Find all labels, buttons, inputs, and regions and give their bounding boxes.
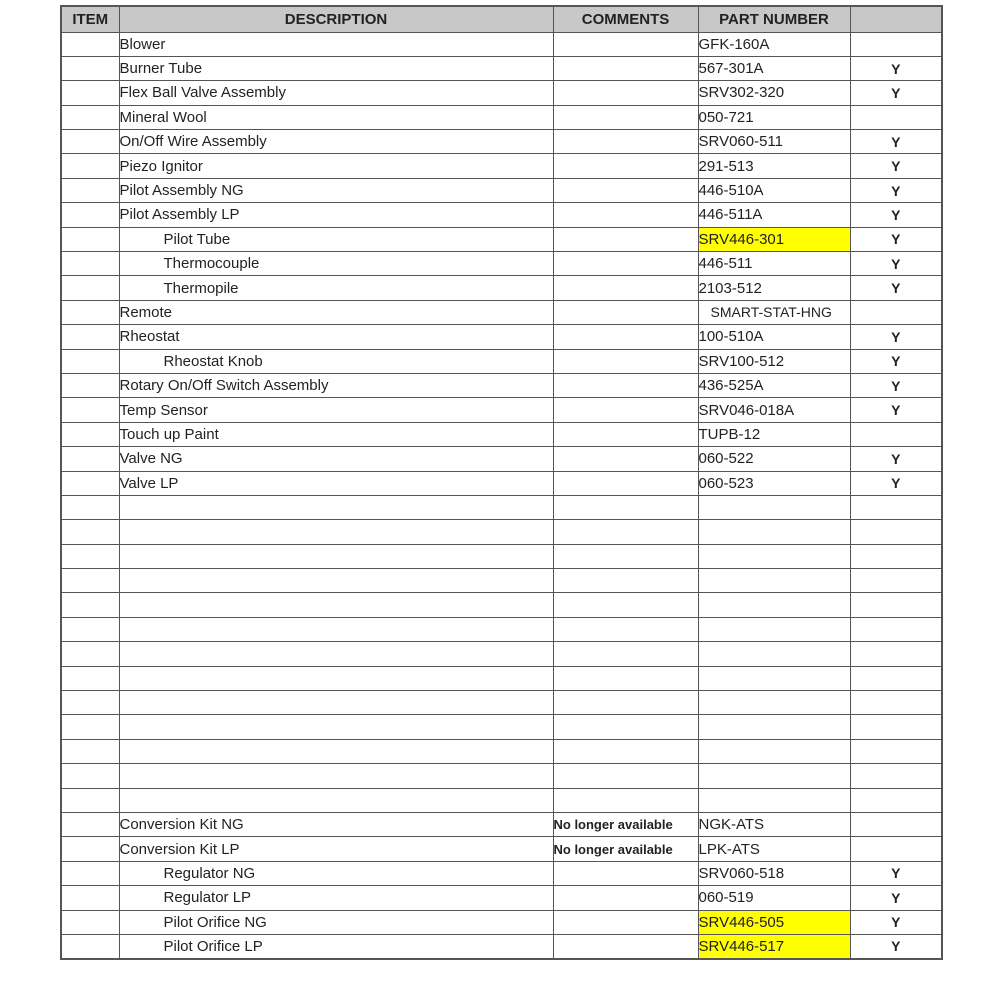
item-cell <box>61 788 119 812</box>
flag-cell <box>850 300 942 324</box>
item-cell <box>61 642 119 666</box>
flag-cell <box>850 788 942 812</box>
description-cell: Blower <box>119 32 553 56</box>
flag-cell <box>850 617 942 641</box>
comment-cell <box>553 105 698 129</box>
item-cell <box>61 56 119 80</box>
description-cell <box>119 495 553 519</box>
part-number-cell <box>698 666 850 690</box>
flag-cell: Y <box>850 227 942 251</box>
flag-cell <box>850 422 942 446</box>
part-number-cell: TUPB-12 <box>698 422 850 446</box>
item-cell <box>61 739 119 763</box>
table-row <box>61 154 942 178</box>
table-row <box>61 32 942 56</box>
item-cell <box>61 130 119 154</box>
part-number-cell: SRV060-518 <box>698 861 850 885</box>
description-cell: Thermopile <box>119 276 553 300</box>
flag-cell: Y <box>850 252 942 276</box>
comment-cell <box>553 56 698 80</box>
comment-cell <box>553 447 698 471</box>
item-cell <box>61 81 119 105</box>
comment-cell <box>553 300 698 324</box>
part-number-cell <box>698 764 850 788</box>
description-cell: Piezo Ignitor <box>119 154 553 178</box>
description-cell: Conversion Kit NG <box>119 813 553 837</box>
description-cell <box>119 642 553 666</box>
item-cell <box>61 203 119 227</box>
item-cell <box>61 544 119 568</box>
item-cell <box>61 764 119 788</box>
description-cell: Pilot Assembly LP <box>119 203 553 227</box>
description-cell: Temp Sensor <box>119 398 553 422</box>
item-cell <box>61 105 119 129</box>
item-cell <box>61 349 119 373</box>
item-cell <box>61 398 119 422</box>
description-cell: Regulator NG <box>119 861 553 885</box>
description-cell <box>119 544 553 568</box>
item-cell <box>61 373 119 397</box>
flag-cell: Y <box>850 56 942 80</box>
item-cell <box>61 300 119 324</box>
comment-cell <box>553 495 698 519</box>
comment-cell <box>553 666 698 690</box>
comment-cell <box>553 252 698 276</box>
parts-table-body <box>61 32 942 959</box>
item-cell <box>61 886 119 910</box>
comment-cell <box>553 325 698 349</box>
description-cell: Valve LP <box>119 471 553 495</box>
flag-cell <box>850 739 942 763</box>
table-row <box>61 788 942 812</box>
item-cell <box>61 593 119 617</box>
part-number-cell <box>698 642 850 666</box>
description-cell: Thermocouple <box>119 252 553 276</box>
header-row <box>61 6 942 32</box>
item-cell <box>61 910 119 934</box>
description-cell: Conversion Kit LP <box>119 837 553 861</box>
table-row <box>61 471 942 495</box>
comment-cell <box>553 349 698 373</box>
flag-cell: Y <box>850 861 942 885</box>
flag-cell: Y <box>850 910 942 934</box>
flag-cell <box>850 837 942 861</box>
table-row <box>61 837 942 861</box>
part-number-cell: NGK-ATS <box>698 813 850 837</box>
table-row <box>61 813 942 837</box>
part-number-cell <box>698 691 850 715</box>
part-number-cell: SRV060-511 <box>698 130 850 154</box>
table-row <box>61 252 942 276</box>
part-number-cell: 446-511A <box>698 203 850 227</box>
description-cell: Valve NG <box>119 447 553 471</box>
part-number-cell <box>698 593 850 617</box>
comment-cell <box>553 203 698 227</box>
comment-cell: No longer available <box>553 837 698 861</box>
description-cell: Rotary On/Off Switch Assembly <box>119 373 553 397</box>
part-number-cell: GFK-160A <box>698 32 850 56</box>
table-row <box>61 691 942 715</box>
comment-cell <box>553 715 698 739</box>
item-cell <box>61 934 119 958</box>
header-comments: COMMENTS <box>553 6 698 32</box>
comment-cell <box>553 398 698 422</box>
part-number-cell: 291-513 <box>698 154 850 178</box>
table-row <box>61 495 942 519</box>
comment-cell <box>553 471 698 495</box>
item-cell <box>61 227 119 251</box>
comment-cell <box>553 934 698 958</box>
description-cell: Touch up Paint <box>119 422 553 446</box>
flag-cell <box>850 105 942 129</box>
part-number-cell: SRV100-512 <box>698 349 850 373</box>
flag-cell: Y <box>850 349 942 373</box>
description-cell <box>119 666 553 690</box>
item-cell <box>61 276 119 300</box>
item-cell <box>61 617 119 641</box>
description-cell <box>119 569 553 593</box>
table-row <box>61 227 942 251</box>
description-cell <box>119 764 553 788</box>
part-number-cell: 446-510A <box>698 178 850 202</box>
comment-cell <box>553 227 698 251</box>
table-row <box>61 764 942 788</box>
description-cell: Regulator LP <box>119 886 553 910</box>
item-cell <box>61 837 119 861</box>
part-number-cell <box>698 544 850 568</box>
part-number-cell: 436-525A <box>698 373 850 397</box>
flag-cell <box>850 715 942 739</box>
item-cell <box>61 715 119 739</box>
part-number-cell <box>698 617 850 641</box>
table-row <box>61 886 942 910</box>
description-cell: Pilot Orifice LP <box>119 934 553 958</box>
flag-cell <box>850 544 942 568</box>
description-cell <box>119 617 553 641</box>
part-number-cell: SRV302-320 <box>698 81 850 105</box>
flag-cell: Y <box>850 81 942 105</box>
description-cell: Burner Tube <box>119 56 553 80</box>
flag-cell: Y <box>850 471 942 495</box>
flag-cell: Y <box>850 373 942 397</box>
part-number-cell: 567-301A <box>698 56 850 80</box>
part-number-cell: 050-721 <box>698 105 850 129</box>
comment-cell <box>553 861 698 885</box>
comment-cell: No longer available <box>553 813 698 837</box>
part-number-cell: SRV446-505 <box>698 910 850 934</box>
table-row <box>61 81 942 105</box>
header-flag <box>850 6 942 32</box>
comment-cell <box>553 764 698 788</box>
parts-list-sheet <box>60 5 943 960</box>
comment-cell <box>553 569 698 593</box>
comment-cell <box>553 788 698 812</box>
item-cell <box>61 495 119 519</box>
part-number-cell: 2103-512 <box>698 276 850 300</box>
table-row <box>61 569 942 593</box>
table-row <box>61 349 942 373</box>
table-row <box>61 861 942 885</box>
comment-cell <box>553 422 698 446</box>
flag-cell: Y <box>850 203 942 227</box>
description-cell: Rheostat <box>119 325 553 349</box>
item-cell <box>61 447 119 471</box>
item-cell <box>61 252 119 276</box>
table-row <box>61 910 942 934</box>
description-cell: Pilot Assembly NG <box>119 178 553 202</box>
comment-cell <box>553 910 698 934</box>
comment-cell <box>553 178 698 202</box>
header-item: ITEM <box>61 6 119 32</box>
table-row <box>61 325 942 349</box>
part-number-cell: SMART-STAT-HNG <box>698 300 850 324</box>
comment-cell <box>553 373 698 397</box>
comment-cell <box>553 886 698 910</box>
item-cell <box>61 325 119 349</box>
part-number-cell: 100-510A <box>698 325 850 349</box>
flag-cell: Y <box>850 447 942 471</box>
comment-cell <box>553 593 698 617</box>
item-cell <box>61 569 119 593</box>
part-number-cell <box>698 788 850 812</box>
item-cell <box>61 666 119 690</box>
table-row <box>61 373 942 397</box>
table-row <box>61 276 942 300</box>
description-cell: Flex Ball Valve Assembly <box>119 81 553 105</box>
description-cell: Pilot Tube <box>119 227 553 251</box>
table-row <box>61 422 942 446</box>
item-cell <box>61 471 119 495</box>
item-cell <box>61 861 119 885</box>
description-cell <box>119 520 553 544</box>
flag-cell <box>850 593 942 617</box>
flag-cell: Y <box>850 276 942 300</box>
description-cell: Mineral Wool <box>119 105 553 129</box>
table-row <box>61 447 942 471</box>
part-number-cell: LPK-ATS <box>698 837 850 861</box>
flag-cell <box>850 32 942 56</box>
flag-cell: Y <box>850 398 942 422</box>
description-cell <box>119 691 553 715</box>
part-number-cell: 446-511 <box>698 252 850 276</box>
table-row <box>61 203 942 227</box>
part-number-cell: SRV446-301 <box>698 227 850 251</box>
table-row <box>61 56 942 80</box>
description-cell <box>119 593 553 617</box>
part-number-cell <box>698 739 850 763</box>
part-number-cell: SRV046-018A <box>698 398 850 422</box>
table-row <box>61 593 942 617</box>
description-cell <box>119 715 553 739</box>
header-part-number: PART NUMBER <box>698 6 850 32</box>
item-cell <box>61 422 119 446</box>
comment-cell <box>553 154 698 178</box>
description-cell <box>119 739 553 763</box>
flag-cell <box>850 569 942 593</box>
part-number-cell: 060-522 <box>698 447 850 471</box>
part-number-cell: 060-523 <box>698 471 850 495</box>
header-description: DESCRIPTION <box>119 6 553 32</box>
item-cell <box>61 691 119 715</box>
table-row <box>61 178 942 202</box>
comment-cell <box>553 276 698 300</box>
flag-cell <box>850 666 942 690</box>
table-row <box>61 934 942 958</box>
table-row <box>61 666 942 690</box>
table-row <box>61 617 942 641</box>
description-cell <box>119 788 553 812</box>
item-cell <box>61 154 119 178</box>
table-row <box>61 544 942 568</box>
table-row <box>61 398 942 422</box>
flag-cell <box>850 764 942 788</box>
table-row <box>61 642 942 666</box>
item-cell <box>61 178 119 202</box>
comment-cell <box>553 81 698 105</box>
part-number-cell: 060-519 <box>698 886 850 910</box>
table-row <box>61 105 942 129</box>
comment-cell <box>553 691 698 715</box>
description-cell: Remote <box>119 300 553 324</box>
flag-cell <box>850 642 942 666</box>
flag-cell: Y <box>850 934 942 958</box>
table-row <box>61 739 942 763</box>
table-row <box>61 715 942 739</box>
description-cell: On/Off Wire Assembly <box>119 130 553 154</box>
comment-cell <box>553 739 698 763</box>
description-cell: Rheostat Knob <box>119 349 553 373</box>
flag-cell <box>850 813 942 837</box>
table-row <box>61 300 942 324</box>
flag-cell: Y <box>850 886 942 910</box>
flag-cell: Y <box>850 325 942 349</box>
description-cell: Pilot Orifice NG <box>119 910 553 934</box>
part-number-cell <box>698 715 850 739</box>
comment-cell <box>553 544 698 568</box>
flag-cell: Y <box>850 154 942 178</box>
flag-cell <box>850 495 942 519</box>
table-row <box>61 130 942 154</box>
comment-cell <box>553 32 698 56</box>
item-cell <box>61 520 119 544</box>
table-row <box>61 520 942 544</box>
part-number-cell <box>698 569 850 593</box>
parts-table <box>60 5 943 960</box>
flag-cell: Y <box>850 130 942 154</box>
part-number-cell <box>698 520 850 544</box>
comment-cell <box>553 130 698 154</box>
comment-cell <box>553 642 698 666</box>
flag-cell: Y <box>850 178 942 202</box>
flag-cell <box>850 520 942 544</box>
item-cell <box>61 813 119 837</box>
comment-cell <box>553 617 698 641</box>
comment-cell <box>553 520 698 544</box>
part-number-cell: SRV446-517 <box>698 934 850 958</box>
flag-cell <box>850 691 942 715</box>
part-number-cell <box>698 495 850 519</box>
item-cell <box>61 32 119 56</box>
